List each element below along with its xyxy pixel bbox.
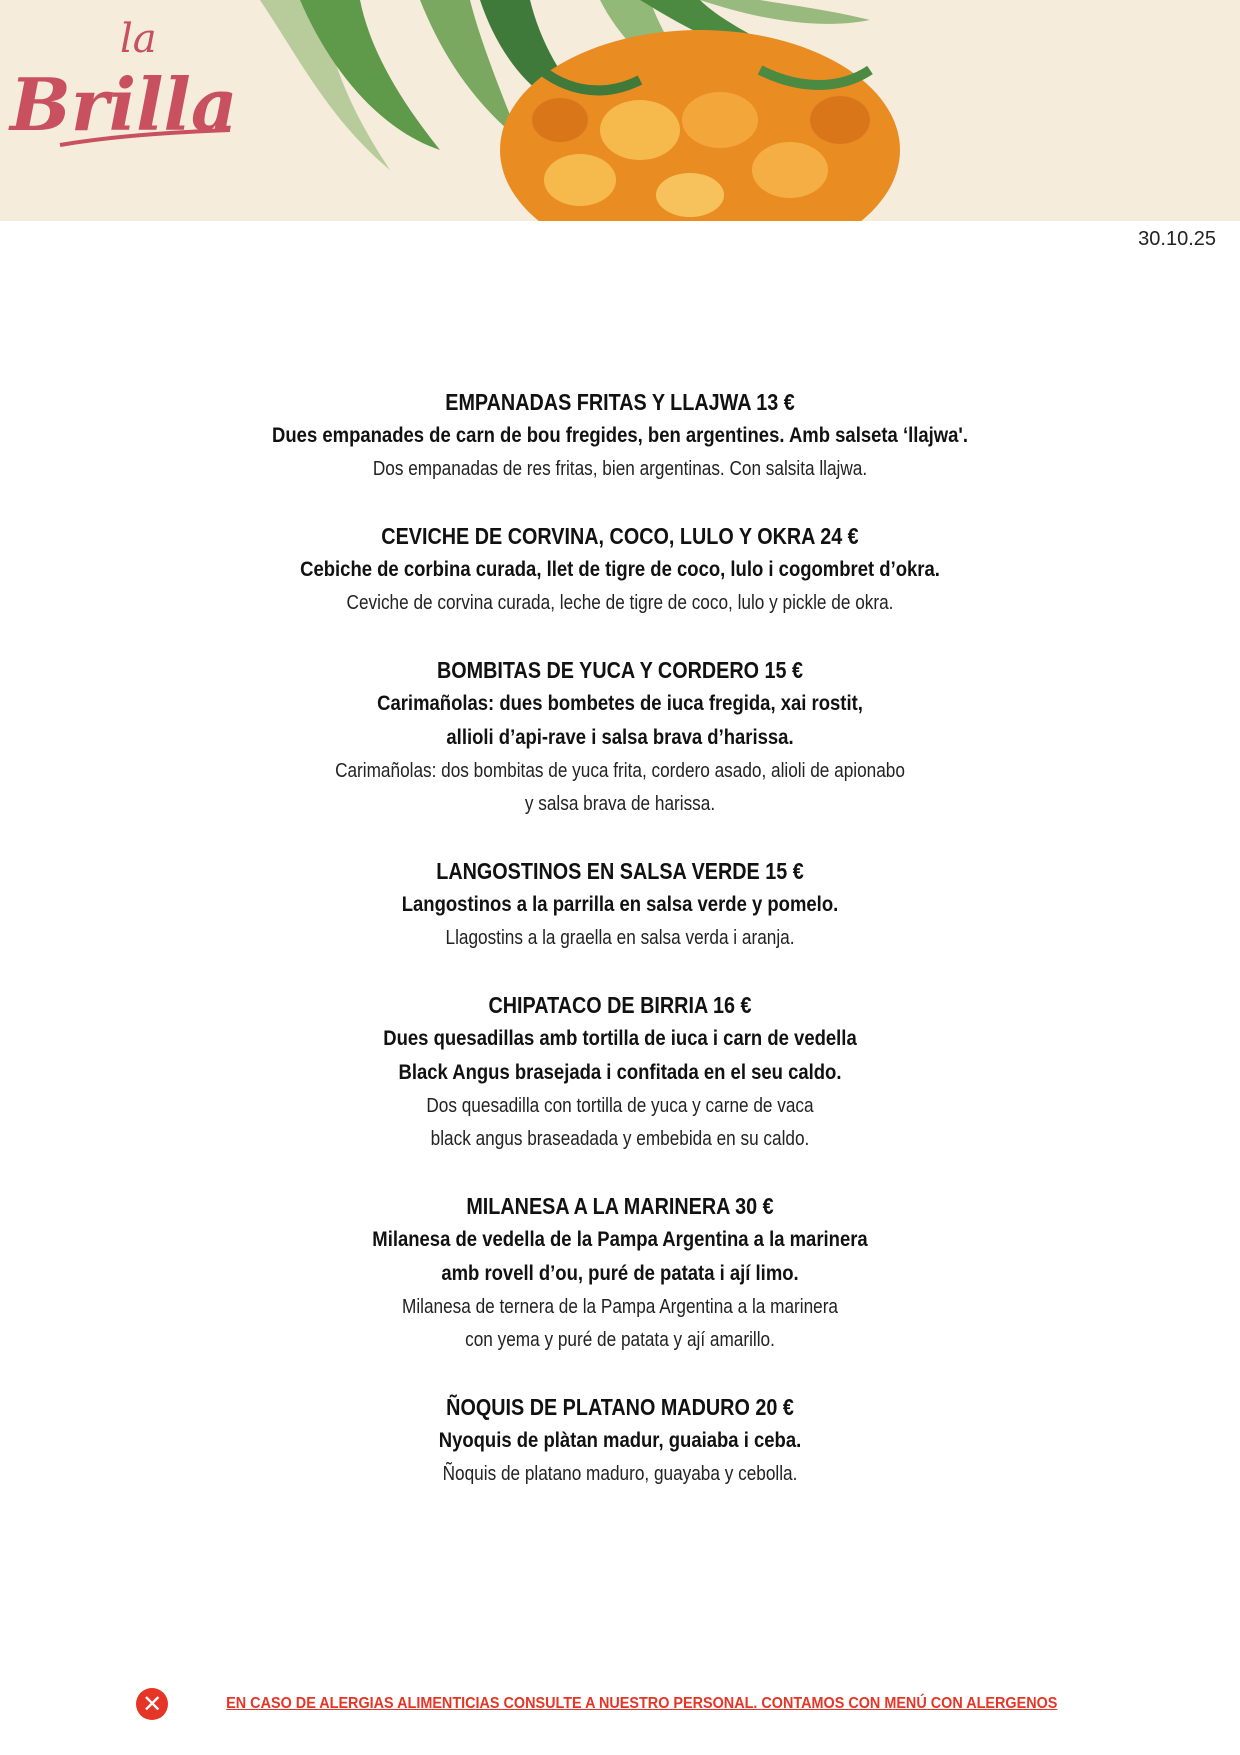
dish-description-spanish: y salsa brava de harissa. (524, 793, 716, 815)
dish-description-catalan: Dues empanades de carn de bou fregides, ben argentines. Amb salseta ‘llajwa'. (272, 424, 968, 447)
dish-title: CHIPATACO DE BIRRIA 16 € (488, 992, 752, 1018)
dish-list (0, 385, 1240, 1524)
dish-description-spanish: black angus braseadada y embebida en su caldo. (430, 1128, 810, 1150)
brand-small-text: la (120, 16, 157, 62)
dish-item (0, 519, 1240, 620)
dish-description-spanish: Ceviche de corvina curada, leche de tigre de coco, lulo y pickle de okra. (346, 592, 894, 614)
dish-title: BOMBITAS DE YUCA Y CORDERO 15 € (436, 657, 804, 683)
dish-title: LANGOSTINOS EN SALSA VERDE 15 € (436, 858, 804, 884)
dish-description-spanish: Milanesa de ternera de la Pampa Argentina a la marinera (402, 1296, 838, 1318)
dish-item (0, 1189, 1240, 1357)
dish-description-catalan: Langostinos a la parrilla en salsa verde y pomelo. (401, 893, 839, 916)
brand-large-text: Brilla (10, 62, 238, 147)
dish-description-spanish: Carimañolas: dos bombitas de yuca frita, cordero asado, alioli de apionabo (335, 760, 905, 782)
header-banner (0, 0, 1240, 221)
dish-description-catalan: Carimañolas: dues bombetes de iuca fregida, xai rostit, (377, 692, 863, 715)
dish-description-spanish: con yema y puré de patata y ají amarillo. (465, 1329, 775, 1351)
dish-item (0, 988, 1240, 1156)
dish-description-spanish: Dos quesadilla con tortilla de yuca y carne de vaca (426, 1095, 814, 1117)
dish-title: MILANESA A LA MARINERA 30 € (466, 1193, 774, 1219)
dish-item (0, 653, 1240, 821)
dish-item (0, 1390, 1240, 1491)
dish-title: EMPANADAS FRITAS Y LLAJWA 13 € (445, 389, 795, 415)
dish-description-catalan: Milanesa de vedella de la Pampa Argentina a la marinera (372, 1228, 868, 1251)
dish-title: CEVICHE DE CORVINA, COCO, LULO Y OKRA 24 € (381, 523, 859, 549)
dish-description-catalan: allioli d’api-rave i salsa brava d’harissa. (446, 726, 794, 749)
allergen-notice (0, 1688, 1240, 1720)
dish-description-spanish: Ñoquis de platano maduro, guayaba y cebolla. (442, 1463, 798, 1485)
dish-description-catalan: Black Angus brasejada i confitada en el seu caldo. (398, 1061, 842, 1084)
dish-description-spanish: Llagostins a la graella en salsa verda i aranja. (445, 927, 795, 949)
close-x-circle-icon: ✕ (136, 1688, 168, 1720)
brand-logo (0, 0, 240, 160)
dish-item (0, 385, 1240, 486)
dish-description-catalan: Nyoquis de plàtan madur, guaiaba i ceba. (438, 1429, 802, 1452)
dish-description-catalan: Cebiche de corbina curada, llet de tigre de coco, lulo i cogombret d’okra. (300, 558, 940, 581)
dish-description-spanish: Dos empanadas de res fritas, bien argentinas. Con salsita llajwa. (372, 458, 868, 480)
menu-date: 30.10.25 (1138, 228, 1216, 250)
dish-item (0, 854, 1240, 955)
allergen-text: EN CASO DE ALERGIAS ALIMENTICIAS CONSULTE A NUESTRO PERSONAL. CONTAMOS CON MENÚ CON ALERGENOS (226, 1695, 1058, 1712)
dish-title: ÑOQUIS DE PLATANO MADURO 20 € (446, 1394, 794, 1420)
dish-description-catalan: amb rovell d’ou, puré de patata i ají limo. (441, 1262, 799, 1285)
dish-description-catalan: Dues quesadillas amb tortilla de iuca i carn de vedella (383, 1027, 857, 1050)
